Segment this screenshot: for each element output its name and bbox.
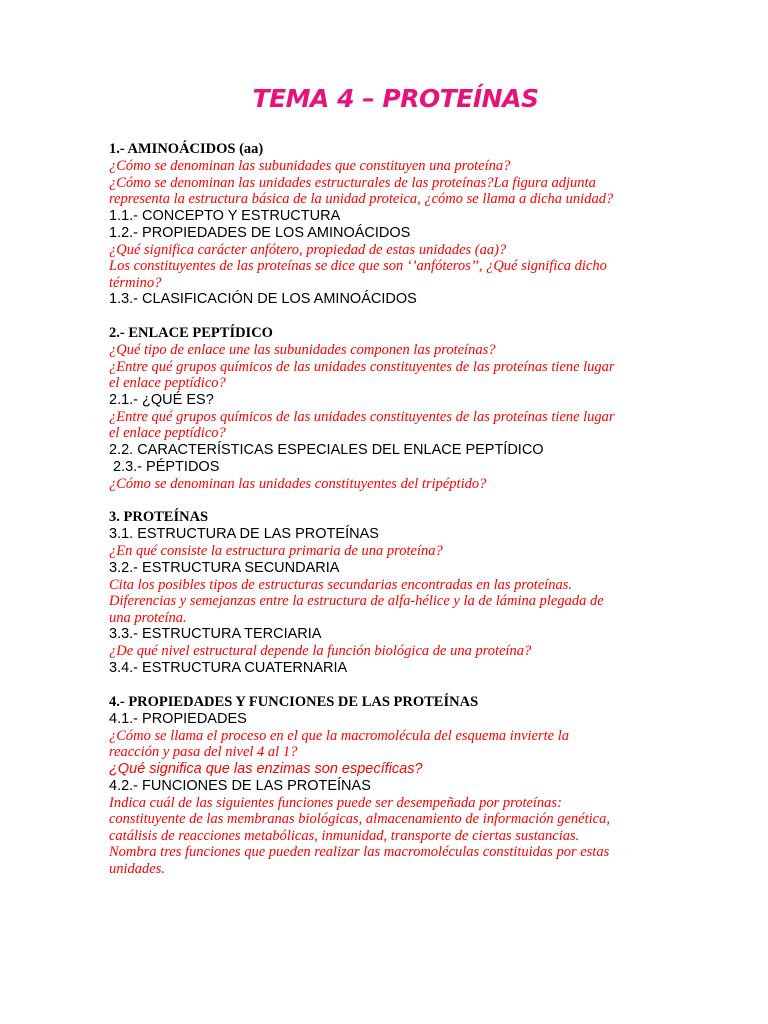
question-text: ¿En qué consiste la estructura primaria de una proteína?	[109, 543, 443, 559]
section-4	[109, 694, 708, 878]
subsection-heading: 3.3.- ESTRUCTURA TERCIARIA	[109, 626, 322, 642]
subsection-heading: 1.3.- CLASIFICACIÓN DE LOS AMINOÁCIDOS	[109, 291, 417, 307]
question-text: Los constituyentes de las proteínas se dice que son ‘’anfóteros’’, ¿Qué significa dicho	[109, 258, 607, 274]
question-text: ¿Entre qué grupos químicos de las unidades constituyentes de las proteínas tiene lugar	[109, 408, 615, 425]
question-text: ¿Entre qué grupos químicos de las unidades constituyentes de las proteínas tiene lugar	[109, 358, 615, 375]
subsection-heading: 2.1.- ¿QUÉ ES?	[109, 391, 214, 408]
document-title: TEMA 4 – PROTEÍNAS	[252, 84, 539, 113]
question-text: ¿De qué nivel estructural depende la función biológica de una proteína?	[109, 643, 532, 659]
subsection-heading: 3.1. ESTRUCTURA DE LAS PROTEÍNAS	[109, 526, 379, 542]
question-text: ¿Qué significa que las enzimas son específicas?	[109, 760, 423, 777]
subsection-heading: 2.3.- PÉPTIDOS	[113, 458, 220, 475]
question-text: unidades.	[109, 860, 165, 877]
question-text: ¿Cómo se denominan las subunidades que constituyen una proteína?	[109, 158, 511, 174]
question-text: Nombra tres funciones que pueden realizar las macromoléculas constituidas por estas	[109, 844, 610, 860]
subsection-heading: 1.2.- PROPIEDADES DE LOS AMINOÁCIDOS	[109, 224, 411, 241]
subsection-heading: 1.1.- CONCEPTO Y ESTRUCTURA	[109, 207, 341, 224]
question-text: el enlace peptídico?	[109, 425, 226, 441]
question-text: Diferencias y semejanzas entre la estructura de alfa-hélice y la de lámina plegada de	[109, 593, 604, 609]
question-text: término?	[109, 274, 162, 291]
question-text: catálisis de reacciones metabólicas, inmunidad, transporte de ciertas sustancias.	[109, 827, 580, 844]
question-text: representa la estructura básica de la unidad proteica, ¿cómo se llama a dicha unidad?	[109, 191, 614, 207]
section-3	[109, 509, 708, 677]
question-text: ¿Qué tipo de enlace une las subunidades componen las proteínas?	[109, 342, 496, 358]
question-text: constituyente de las membranas biológicas, almacenamiento de información genética,	[109, 811, 610, 827]
question-text: ¿Qué significa carácter anfótero, propiedad de estas unidades (aa)?	[109, 241, 507, 258]
question-text: el enlace peptídico?	[109, 375, 226, 391]
subsection-heading: 2.2. CARACTERÍSTICAS ESPECIALES DEL ENLACE PEPTÍDICO	[109, 441, 544, 458]
question-text: Indica cuál de las siguientes funciones puede ser desempeñada por proteínas:	[109, 794, 562, 811]
question-text: ¿Cómo se llama el proceso en el que la macromolécula del esquema invierte la	[109, 727, 569, 744]
subsection-heading: 3.4.- ESTRUCTURA CUATERNARIA	[109, 659, 348, 676]
question-text: una proteína.	[109, 609, 187, 626]
subsection-heading: 4.1.- PROPIEDADES	[109, 710, 247, 727]
question-text: reacción y pasa del nivel 4 al 1?	[109, 744, 298, 760]
section-heading: 2.- ENLACE PEPTÍDICO	[109, 325, 273, 341]
subsection-heading: 3.2.- ESTRUCTURA SECUNDARIA	[109, 559, 340, 576]
section-heading: 3. PROTEÍNAS	[109, 509, 209, 525]
section-1	[109, 141, 708, 308]
section-heading: 1.- AMINOÁCIDOS (aa)	[109, 141, 264, 157]
question-text: ¿Cómo se denominan las unidades constituyentes del tripéptido?	[109, 475, 487, 492]
question-text: ¿Cómo se denominan las unidades estructurales de las proteínas?La figura adjunta	[109, 174, 596, 191]
document-body	[109, 141, 708, 877]
question-text: Cita los posibles tipos de estructuras secundarias encontradas en las proteínas.	[109, 576, 573, 593]
section-heading: 4.- PROPIEDADES Y FUNCIONES DE LAS PROTEÍNAS	[109, 693, 479, 710]
section-2	[109, 325, 708, 492]
subsection-heading: 4.2.- FUNCIONES DE LAS PROTEÍNAS	[109, 777, 371, 794]
